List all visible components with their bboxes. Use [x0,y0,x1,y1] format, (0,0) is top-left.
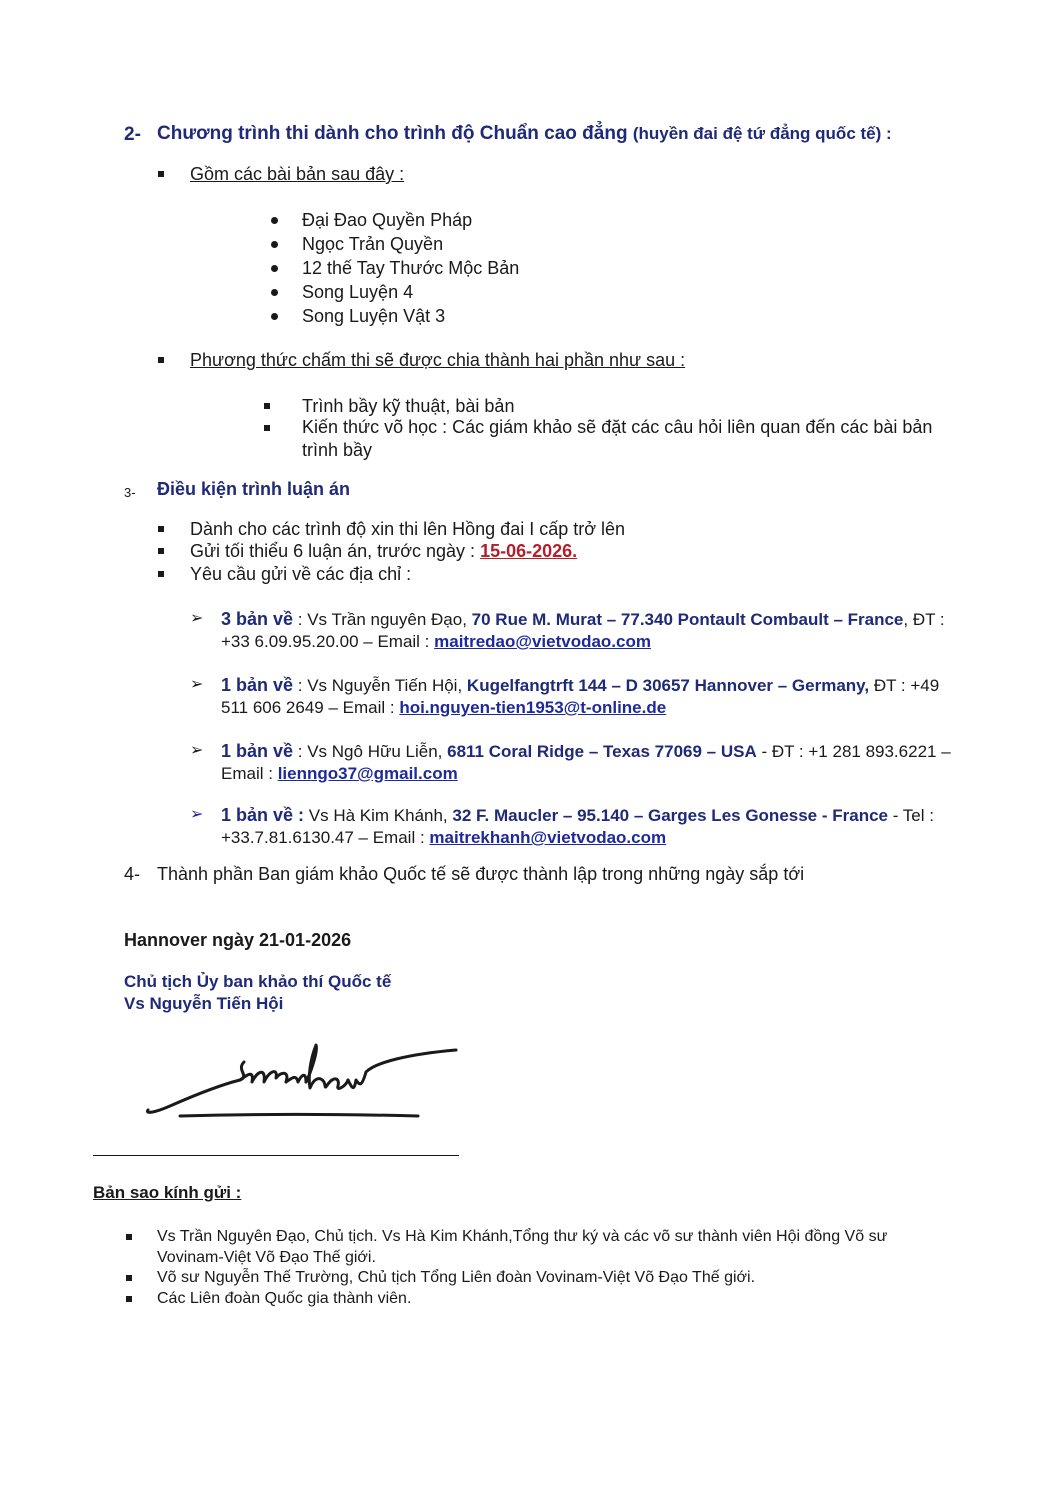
bullet-square [158,548,164,554]
form-item: 12 thế Tay Thước Mộc Bản [302,258,520,278]
form-item: Song Luyện Vật 3 [302,306,446,326]
signer-name: Vs Nguyễn Tiến Hội [124,994,284,1013]
arrow-bullet-icon: ➢ [190,742,204,759]
phone-info: - ĐT : +1 281 893.6221 – Email : [221,742,951,783]
grading-item: Trình bầy kỹ thuật, bài bản [302,396,515,416]
condition-item-1: Dành cho các trình độ xin thi lên Hồng đai I cấp trở lên [190,519,626,539]
divider-line [93,1155,459,1156]
postal-address: Kugelfangtrft 144 – D 30657 Hannover – Germany, [466,676,870,695]
copy-count: 1 bản về [221,741,294,761]
form-item: Ngọc Trản Quyền [302,234,444,254]
email-link[interactable]: maitrekhanh@vietvodao.com [429,828,667,847]
deadline-date: 15-06-2026. [480,541,578,561]
copy-count: 3 bản về [221,609,294,629]
grading-item: Kiến thức võ học : Các giám khảo sẽ đặt các câu hỏi liên quan đến các bài bản trình bầy [302,417,933,460]
phone-info: , ĐT : +33 6.09.95.20.00 – Email : [221,610,945,651]
email-link[interactable]: maitredao@vietvodao.com [434,632,651,651]
copy-count: 1 bản về : [221,805,305,825]
condition-item-3: Yêu cầu gửi về các địa chỉ : [190,564,412,584]
form-item: Đại Đao Quyền Pháp [302,210,473,230]
bullet-square [126,1275,132,1281]
section-3-number: 3- [124,485,136,500]
phone-info: ĐT : +49 511 606 2649 – Email : [221,676,940,717]
bullet-dot [271,313,278,320]
arrow-bullet-icon: ➢ [190,610,204,627]
address-entry [221,608,966,653]
address-entry [221,740,966,785]
grading-heading: Phương thức chấm thi sẽ được chia thành hai phần như sau : [190,350,686,370]
postal-address: 6811 Coral Ridge – Texas 77069 – USA [447,742,757,761]
recipient: : Vs Ngô Hữu Liễn, [293,742,448,761]
place-date: Hannover ngày 21-01-2026 [124,930,352,950]
postal-address: 70 Rue M. Murat – 77.340 Pontault Combault – France [471,610,904,629]
section-2-number: 2- [124,124,141,145]
bullet-square [126,1296,132,1302]
bullet-square [158,357,164,363]
signature-image [140,1040,470,1130]
condition-item-2 [190,539,577,563]
postal-address: 32 F. Maucler – 95.140 – Garges Les Gonesse - France [452,806,888,825]
bullet-square [158,526,164,532]
bullet-dot [271,241,278,248]
deadline-label: Gửi tối thiểu 6 luận án, trước ngày : [190,541,476,561]
section-4-number: 4- [124,864,141,884]
bullet-square [158,171,164,177]
email-link[interactable]: hoi.nguyen-tien1953@t-online.de [399,698,667,717]
section-4-text: Thành phần Ban giám khảo Quốc tế sẽ được thành lập trong những ngày sắp tới [157,864,805,884]
copy-count: 1 bản về [221,675,294,695]
copy-recipient: Võ sư Nguyễn Thế Trường, Chủ tịch Tổng Liên đoàn Vovinam-Việt Võ Đạo Thế giới. [157,1269,756,1286]
phone-info: - Tel : +33.7.81.6130.47 – Email : [221,806,934,847]
bullet-square [264,425,270,431]
arrow-bullet-icon: ➢ [190,806,204,823]
arrow-bullet-icon: ➢ [190,676,204,693]
bullet-dot [271,217,278,224]
section-2-title-paren: (huyền đai đệ tứ đẳng quốc tế) : [632,124,892,143]
copies-heading: Bản sao kính gửi : [93,1183,242,1202]
bullet-square [264,403,270,409]
section-2-title-main: Chương trình thi dành cho trình độ Chuẩn cao đẳng [157,123,628,144]
bullet-square [158,571,164,577]
recipient: Vs Hà Kim Khánh, [304,806,453,825]
copy-recipient: Các Liên đoàn Quốc gia thành viên. [157,1290,412,1307]
bullet-dot [271,265,278,272]
section-2-title [157,123,987,145]
recipient: : Vs Trần nguyên Đạo, [293,610,472,629]
form-item: Song Luyện 4 [302,282,414,302]
signer-role: Chủ tịch Ủy ban khảo thí Quốc tế [124,972,392,991]
email-link[interactable]: lienngo37@gmail.com [277,764,458,783]
section-3-title: Điều kiện trình luận án [157,479,351,499]
forms-heading: Gồm các bài bản sau đây : [190,164,405,184]
copy-recipient: Vs Trần Nguyên Đạo, Chủ tịch. Vs Hà Kim Khánh,Tổng thư ký và các võ sư thành viên Hội đồng Võ sư Vovinam-Việt Võ Đạo Thế giới. [157,1228,888,1266]
address-entry [221,674,966,719]
recipient: : Vs Nguyễn Tiến Hội, [293,676,467,695]
address-entry [221,804,966,849]
bullet-dot [271,289,278,296]
bullet-square [126,1234,132,1240]
